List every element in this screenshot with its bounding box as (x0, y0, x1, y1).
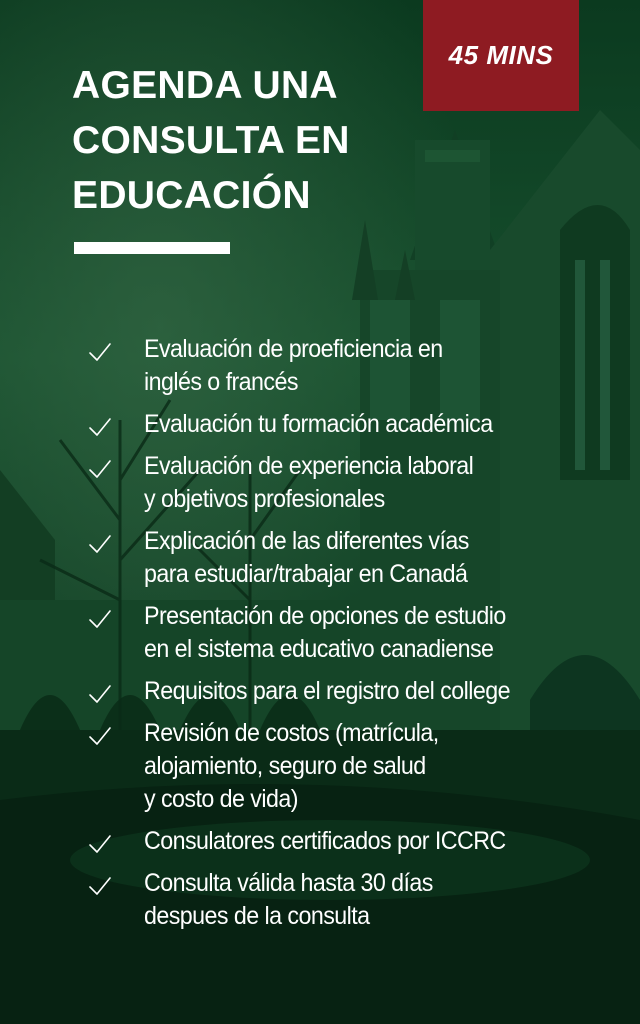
list-item (88, 408, 633, 441)
list-item (88, 525, 633, 591)
checkmark-icon (88, 533, 112, 555)
title-line: CONSULTA EN (72, 119, 350, 162)
list-item-text: alojamiento, seguro de salud (144, 752, 426, 780)
list-item-text: y objetivos profesionales (144, 485, 385, 513)
checkmark-icon (88, 875, 112, 897)
list-item-text: en el sistema educativo canadiense (144, 635, 494, 663)
checkmark-icon (88, 725, 112, 747)
list-item-text: despues de la consulta (144, 902, 370, 930)
list-item-text: Revisión de costos (matrícula, (144, 719, 439, 747)
list-item-text: y costo de vida) (144, 785, 298, 813)
checkmark-icon (88, 683, 112, 705)
list-item-text: Explicación de las diferentes vías (144, 527, 469, 555)
checkmark-icon (88, 458, 112, 480)
checkmark-icon (88, 608, 112, 630)
title-underline (74, 242, 230, 254)
list-item-text: para estudiar/trabajar en Canadá (144, 560, 468, 588)
checkmark-icon (88, 416, 112, 438)
list-item-text: Evaluación tu formación académica (144, 410, 493, 438)
list-item (88, 600, 633, 666)
list-item-text: Presentación de opciones de estudio (144, 602, 506, 630)
list-item-text: Evaluación de experiencia laboral (144, 452, 474, 480)
list-item (88, 675, 633, 708)
title-line: EDUCACIÓN (72, 174, 311, 217)
checkmark-icon (88, 833, 112, 855)
list-item-text: Evaluación de proeficiencia en (144, 335, 443, 363)
list-item (88, 825, 633, 858)
list-item (88, 450, 633, 516)
list-item-text: Consulatores certificados por ICCRC (144, 827, 506, 855)
benefits-list (88, 333, 633, 942)
list-item (88, 333, 633, 399)
page-title (72, 58, 412, 223)
list-item (88, 717, 633, 816)
checkmark-icon (88, 341, 112, 363)
list-item-text: Requisitos para el registro del college (144, 677, 510, 705)
list-item-text: Consulta válida hasta 30 días (144, 869, 433, 897)
title-line: AGENDA UNA (72, 64, 338, 107)
list-item (88, 867, 633, 933)
list-item-text: inglés o francés (144, 368, 298, 396)
duration-badge: 45 MINS (423, 0, 579, 111)
